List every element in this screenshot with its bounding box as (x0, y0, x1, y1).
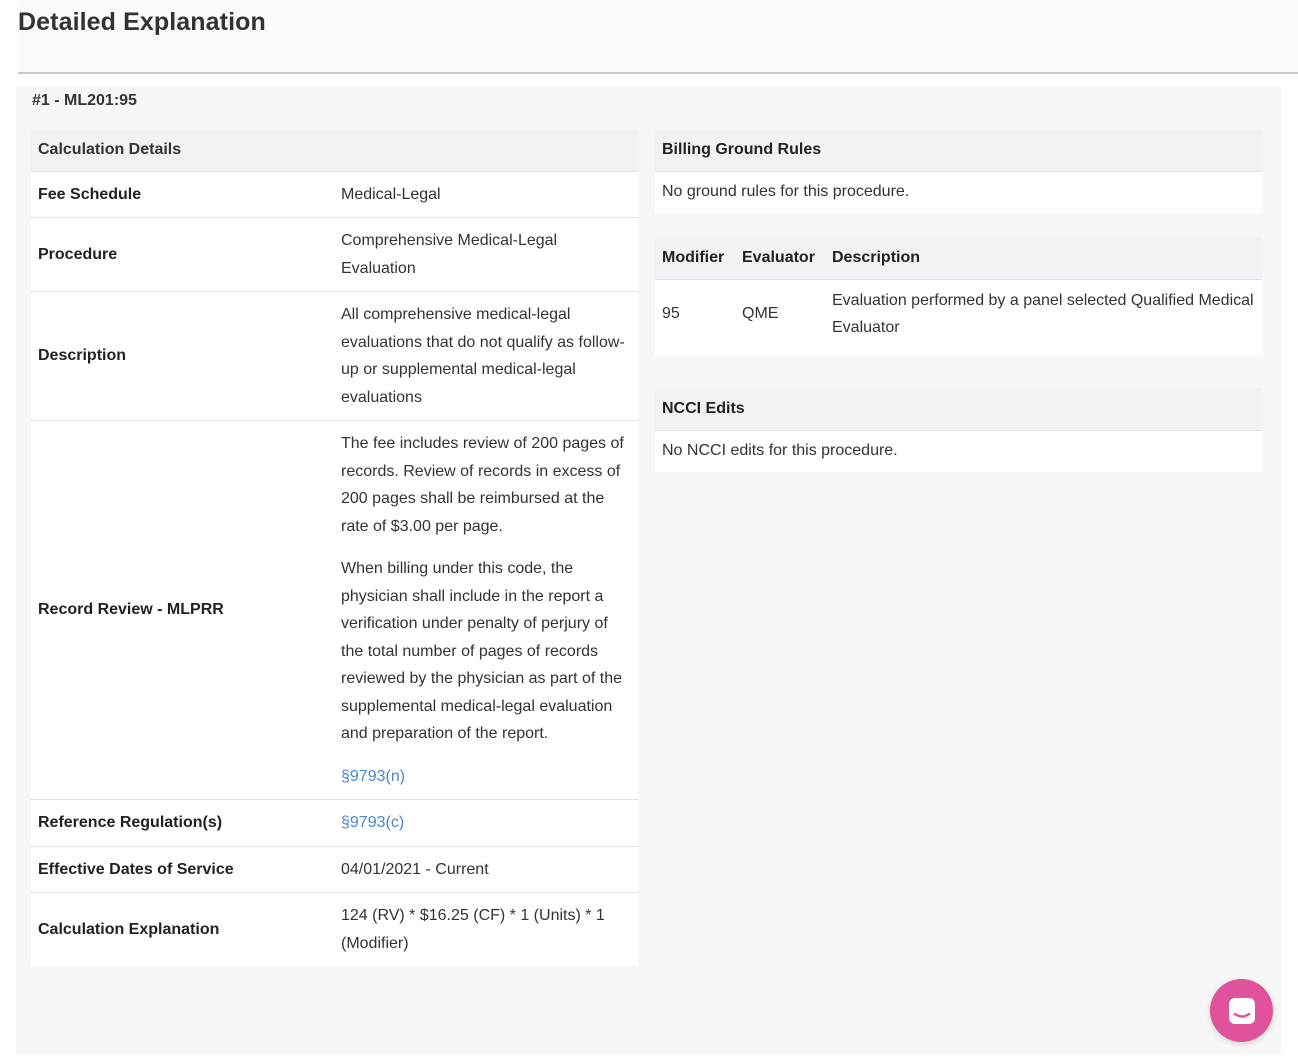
explanation-panel (16, 86, 1281, 1054)
table-row (31, 846, 638, 893)
record-review-label: Record Review - MLPRR (31, 421, 334, 800)
table-row (31, 421, 638, 800)
reference-regulation-link[interactable]: §9793(c) (341, 814, 405, 831)
billing-ground-rules-text: No ground rules for this procedure. (655, 171, 1262, 213)
record-review-paragraph: When billing under this code, the physician shall include in the report a verification under penalty of perjury of the total number of pages of records reviewed by the physician as part of the supplemental medical-legal evaluation and preparation of the report. (341, 560, 623, 742)
modifier-column-header: Modifier (655, 237, 735, 279)
procedure-value: Comprehensive Medical-Legal Evaluation (334, 218, 638, 292)
fee-schedule-value: Medical-Legal (334, 171, 638, 218)
table-row (31, 218, 638, 292)
calculation-details-heading: Calculation Details (31, 129, 638, 171)
ncci-edits-heading: NCCI Edits (655, 388, 1262, 430)
procedure-label: Procedure (31, 218, 334, 292)
record-review-paragraph: The fee includes review of 200 pages of records. Review of records in excess of 200 pages shall be reimbursed at the rate of $3.00 per page. (341, 435, 624, 535)
table-row (655, 279, 1262, 356)
table-row (31, 292, 638, 421)
evaluator-column-header: Evaluator (735, 237, 825, 279)
billing-ground-rules-table (655, 129, 1262, 213)
page-title: Detailed Explanation (18, 8, 266, 36)
modifier-table (655, 237, 1262, 356)
chat-icon (1227, 996, 1257, 1026)
effective-dates-label: Effective Dates of Service (31, 846, 334, 893)
ncci-edits-table (655, 388, 1262, 472)
description-column-header: Description (825, 237, 1262, 279)
item-label: #1 - ML201:95 (32, 92, 137, 109)
regulation-link[interactable]: §9793(n) (341, 767, 406, 785)
page-header (18, 0, 1298, 74)
record-review-value (334, 421, 638, 800)
table-row (31, 171, 638, 218)
fee-schedule-label: Fee Schedule (31, 171, 334, 218)
description-label: Description (31, 292, 334, 421)
effective-dates-value: 04/01/2021 - Current (334, 846, 638, 893)
evaluator-cell: QME (735, 279, 825, 356)
table-row (31, 893, 638, 967)
reference-regulation-label: Reference Regulation(s) (31, 800, 334, 847)
calculation-explanation-value: 124 (RV) * $16.25 (CF) * 1 (Units) * 1 (Modifier) (334, 893, 638, 967)
description-value: All comprehensive medical-legal evaluations that do not qualify as follow-up or supplemental medical-legal evaluations (334, 292, 638, 421)
calculation-details-table (31, 129, 638, 966)
chat-button[interactable] (1210, 979, 1273, 1042)
modifier-description-cell: Evaluation performed by a panel selected Qualified Medical Evaluator (825, 279, 1262, 356)
calculation-explanation-label: Calculation Explanation (31, 893, 334, 967)
modifier-cell: 95 (655, 279, 735, 356)
table-row (31, 800, 638, 847)
ncci-edits-text: No NCCI edits for this procedure. (655, 430, 1262, 472)
billing-ground-rules-heading: Billing Ground Rules (655, 129, 1262, 171)
